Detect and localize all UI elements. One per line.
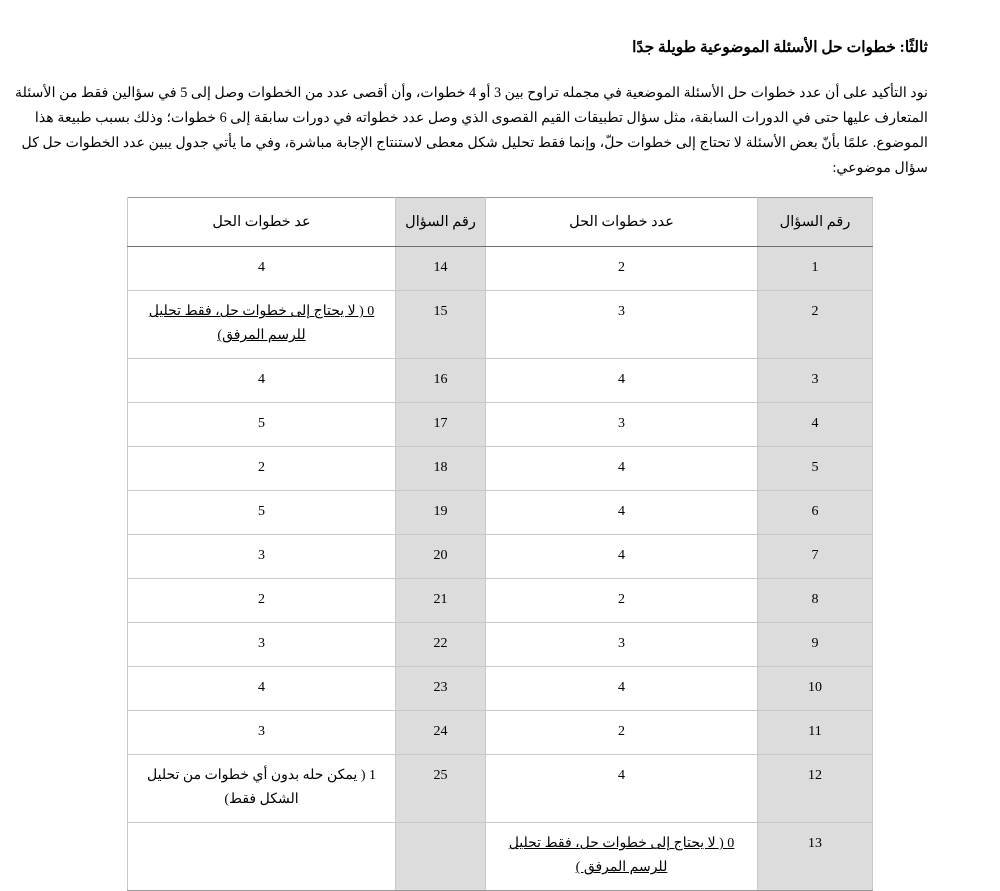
cell-question-number-1: 3 (758, 359, 873, 403)
cell-steps-count-2: 1 ( يمكن حله بدون أي خطوات من تحليل الشكل فقط) (128, 755, 396, 823)
cell-steps-count-1: 3 (486, 623, 758, 667)
cell-question-number-1: 13 (758, 823, 873, 891)
column-header-steps-count-1: عدد خطوات الحل (486, 198, 758, 247)
cell-question-number-2: 20 (396, 535, 486, 579)
paragraph-line-3: الموضوع. علمًا بأنّ بعض الأسئلة لا تحتاج إلى خطوات حلّ، وإنما فقط تحليل شكل معطى لاستنتاج الإجابة مباشرة، وفي ما يأتي جدول يبين عدد الخطوات حل كل (21, 135, 928, 152)
table-row (128, 491, 873, 535)
cell-steps-count-1: 4 (486, 667, 758, 711)
cell-question-number-2: 21 (396, 579, 486, 623)
cell-steps-count-1: 2 (486, 711, 758, 755)
cell-question-number-2: 17 (396, 403, 486, 447)
cell-steps-count-2 (128, 823, 396, 891)
table-container (72, 197, 928, 891)
paragraph-line-1: نود التأكيد على أن عدد خطوات حل الأسئلة الموضعية في مجمله تراوح بين 3 أو 4 خطوات، وأن أقصى عدد من الخطوات وصل إلى 5 في سؤالين فقط من الأسئلة (15, 85, 928, 102)
table-header-row (128, 198, 873, 247)
cell-steps-count-2: 2 (128, 447, 396, 491)
cell-question-number-1: 6 (758, 491, 873, 535)
cell-question-number-2: 25 (396, 755, 486, 823)
cell-steps-count-2: 5 (128, 403, 396, 447)
cell-question-number-1: 1 (758, 247, 873, 291)
cell-steps-count-1: 4 (486, 359, 758, 403)
paragraph-line-4: سؤال موضوعي: (832, 160, 928, 177)
cell-question-number-2: 22 (396, 623, 486, 667)
cell-question-number-2 (396, 823, 486, 891)
cell-question-number-2: 16 (396, 359, 486, 403)
table-row (128, 359, 873, 403)
cell-steps-count-1: 4 (486, 535, 758, 579)
cell-steps-count-1: 4 (486, 491, 758, 535)
page-title: ثالثًا: خطوات حل الأسئلة الموضوعية طويلة جدًا (632, 39, 928, 56)
cell-question-number-2: 23 (396, 667, 486, 711)
cell-question-number-1: 12 (758, 755, 873, 823)
cell-note-underlined: 0 ( لا يحتاج إلى خطوات حل، فقط تحليل للرسم المرفق) (148, 304, 375, 344)
cell-steps-count-1: 2 (486, 247, 758, 291)
cell-question-number-1: 8 (758, 579, 873, 623)
table-row (128, 291, 873, 359)
table-row (128, 579, 873, 623)
table-row (128, 403, 873, 447)
table-row (128, 755, 873, 823)
column-header-question-number-1: رقم السؤال (758, 198, 873, 247)
column-header-steps-count-2: عد خطوات الحل (128, 198, 396, 247)
table-row (128, 247, 873, 291)
cell-steps-count-1: 4 (486, 755, 758, 823)
solution-steps-table (127, 197, 873, 891)
cell-question-number-2: 18 (396, 447, 486, 491)
table-row (128, 711, 873, 755)
cell-steps-count-2: 3 (128, 535, 396, 579)
table-row (128, 823, 873, 891)
cell-steps-count-1 (486, 823, 758, 891)
cell-steps-count-2: 2 (128, 579, 396, 623)
cell-steps-count-1: 4 (486, 447, 758, 491)
cell-question-number-1: 11 (758, 711, 873, 755)
cell-question-number-2: 24 (396, 711, 486, 755)
cell-question-number-1: 7 (758, 535, 873, 579)
cell-question-number-2: 14 (396, 247, 486, 291)
table-header (128, 198, 873, 247)
cell-steps-count-1: 3 (486, 403, 758, 447)
cell-question-number-1: 4 (758, 403, 873, 447)
cell-question-number-1: 10 (758, 667, 873, 711)
table-row (128, 535, 873, 579)
cell-steps-count-2: 4 (128, 359, 396, 403)
cell-question-number-1: 9 (758, 623, 873, 667)
paragraph-line-2: المتعارف عليها حتى في الدورات السابقة، مثل سؤال تطبيقات القيم القصوى الذي وصل عدد خطواته في دورات سابقة إلى 6 خطوات؛ وذلك بسبب طبيعة هذا (34, 110, 928, 127)
cell-question-number-1: 2 (758, 291, 873, 359)
table-row (128, 667, 873, 711)
cell-steps-count-1: 2 (486, 579, 758, 623)
body-paragraph (15, 81, 928, 181)
column-header-question-number-2: رقم السؤال (396, 198, 486, 247)
cell-steps-count-2: 3 (128, 711, 396, 755)
cell-note-underlined: 0 ( لا يحتاج إلى خطوات حل، فقط تحليل للرسم المرفق ) (508, 836, 735, 876)
cell-question-number-1: 5 (758, 447, 873, 491)
cell-steps-count-2: 5 (128, 491, 396, 535)
table-row (128, 623, 873, 667)
cell-question-number-2: 19 (396, 491, 486, 535)
cell-steps-count-2 (128, 291, 396, 359)
cell-steps-count-2: 3 (128, 623, 396, 667)
table-body (128, 247, 873, 891)
cell-steps-count-2: 4 (128, 247, 396, 291)
table-row (128, 447, 873, 491)
cell-question-number-2: 15 (396, 291, 486, 359)
cell-steps-count-1: 3 (486, 291, 758, 359)
cell-steps-count-2: 4 (128, 667, 396, 711)
